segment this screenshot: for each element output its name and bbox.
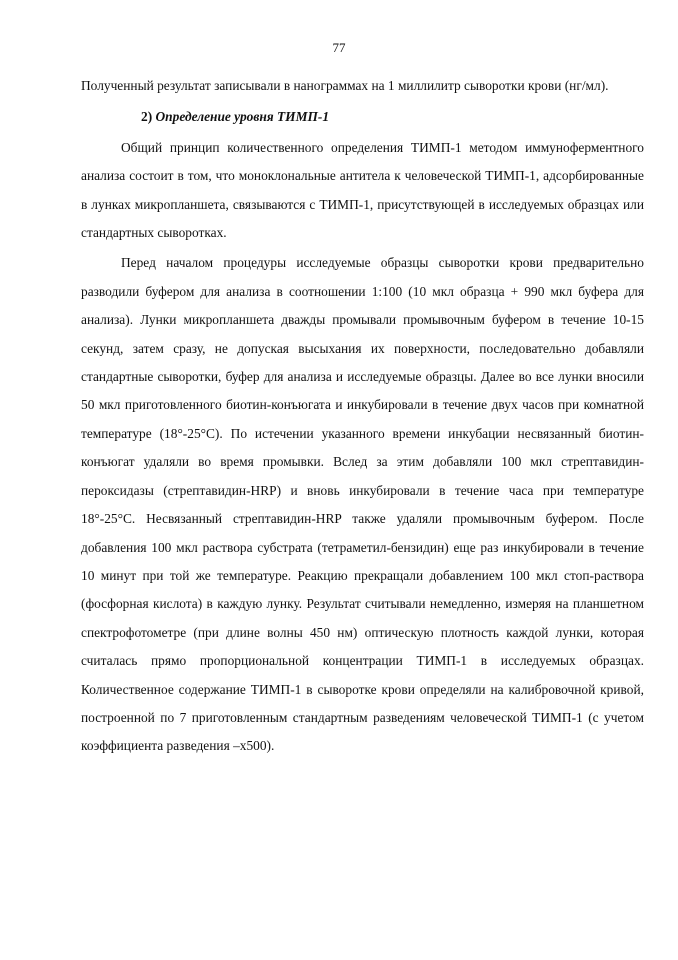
page-number: 77: [332, 40, 346, 55]
intro-paragraph: Полученный результат записывали в нанограммах на 1 миллилитр сыворотки крови (нг/мл).: [81, 78, 609, 93]
section-title: Определение уровня ТИМП-1: [155, 109, 330, 125]
section-heading: [81, 102, 644, 131]
section-number: 2): [141, 109, 153, 125]
body-paragraph-1: Общий принцип количественного определения ТИМП-1 методом иммуноферментного анализа состоит в том, что моноклональные антитела к человеческой ТИМП-1, адсорбированные в лунках микропланшета, связываются с ТИМП-1, присутствующей в исследуемых образцах или стандартных сыворотках.: [81, 139, 644, 241]
body-paragraph-2: Перед началом процедуры исследуемые образцы сыворотки крови предварительно разводили буфером для анализа в соотношении 1:100 (10 мкл образца + 990 мкл буфера для анализа). Лунки микропланшета дважды промывали промывочным буфером в течение 10-15 секунд, затем сразу, не допуская высыхания их поверхности, последовательно добавляли стандартные сыворотки, буфер для анализа и исследуемые образцы. Далее во все лунки вносили 50 мкл приготовленного биотин-конъюгата и инкубировали в течение двух часов при комнатной температуре (18°-25°С). По истечении указанного времени инкубации несвязанный биотин-конъюгат удаляли во время промывки. Вслед за этим добавляли 100 мкл стрептавидин-пероксидазы (стрептавидин-HRP) и вновь инкубировали в течение часа при температуре 18°-25°С. Несвязанный стрептавидин-HRP также удаляли промывочным буфером. После добавления 100 мкл раствора субстрата (тетраметил-бензидин) еще раз инкубировали в течение 10 минут при той же температуре. Реакцию прекращали добавлением 100 мкл стоп-раствора (фосфорная кислота) в каждую лунку. Результат считывали немедленно, измеряя на планшетном спектрофотометре (при длине волны 450 нм) оптическую плотность каждой лунки, которая считалась прямо пропорциональной концентрации ТИМП-1 в исследуемых образцах. Количественное содержание ТИМП-1 в сыворотке крови определяли на калибровочной кривой, построенной по 7 приготовленным стандартным разведениям человеческой ТИМП-1 (с учетом коэффициента разведения –х500).: [81, 255, 644, 754]
page-body: [81, 72, 644, 761]
